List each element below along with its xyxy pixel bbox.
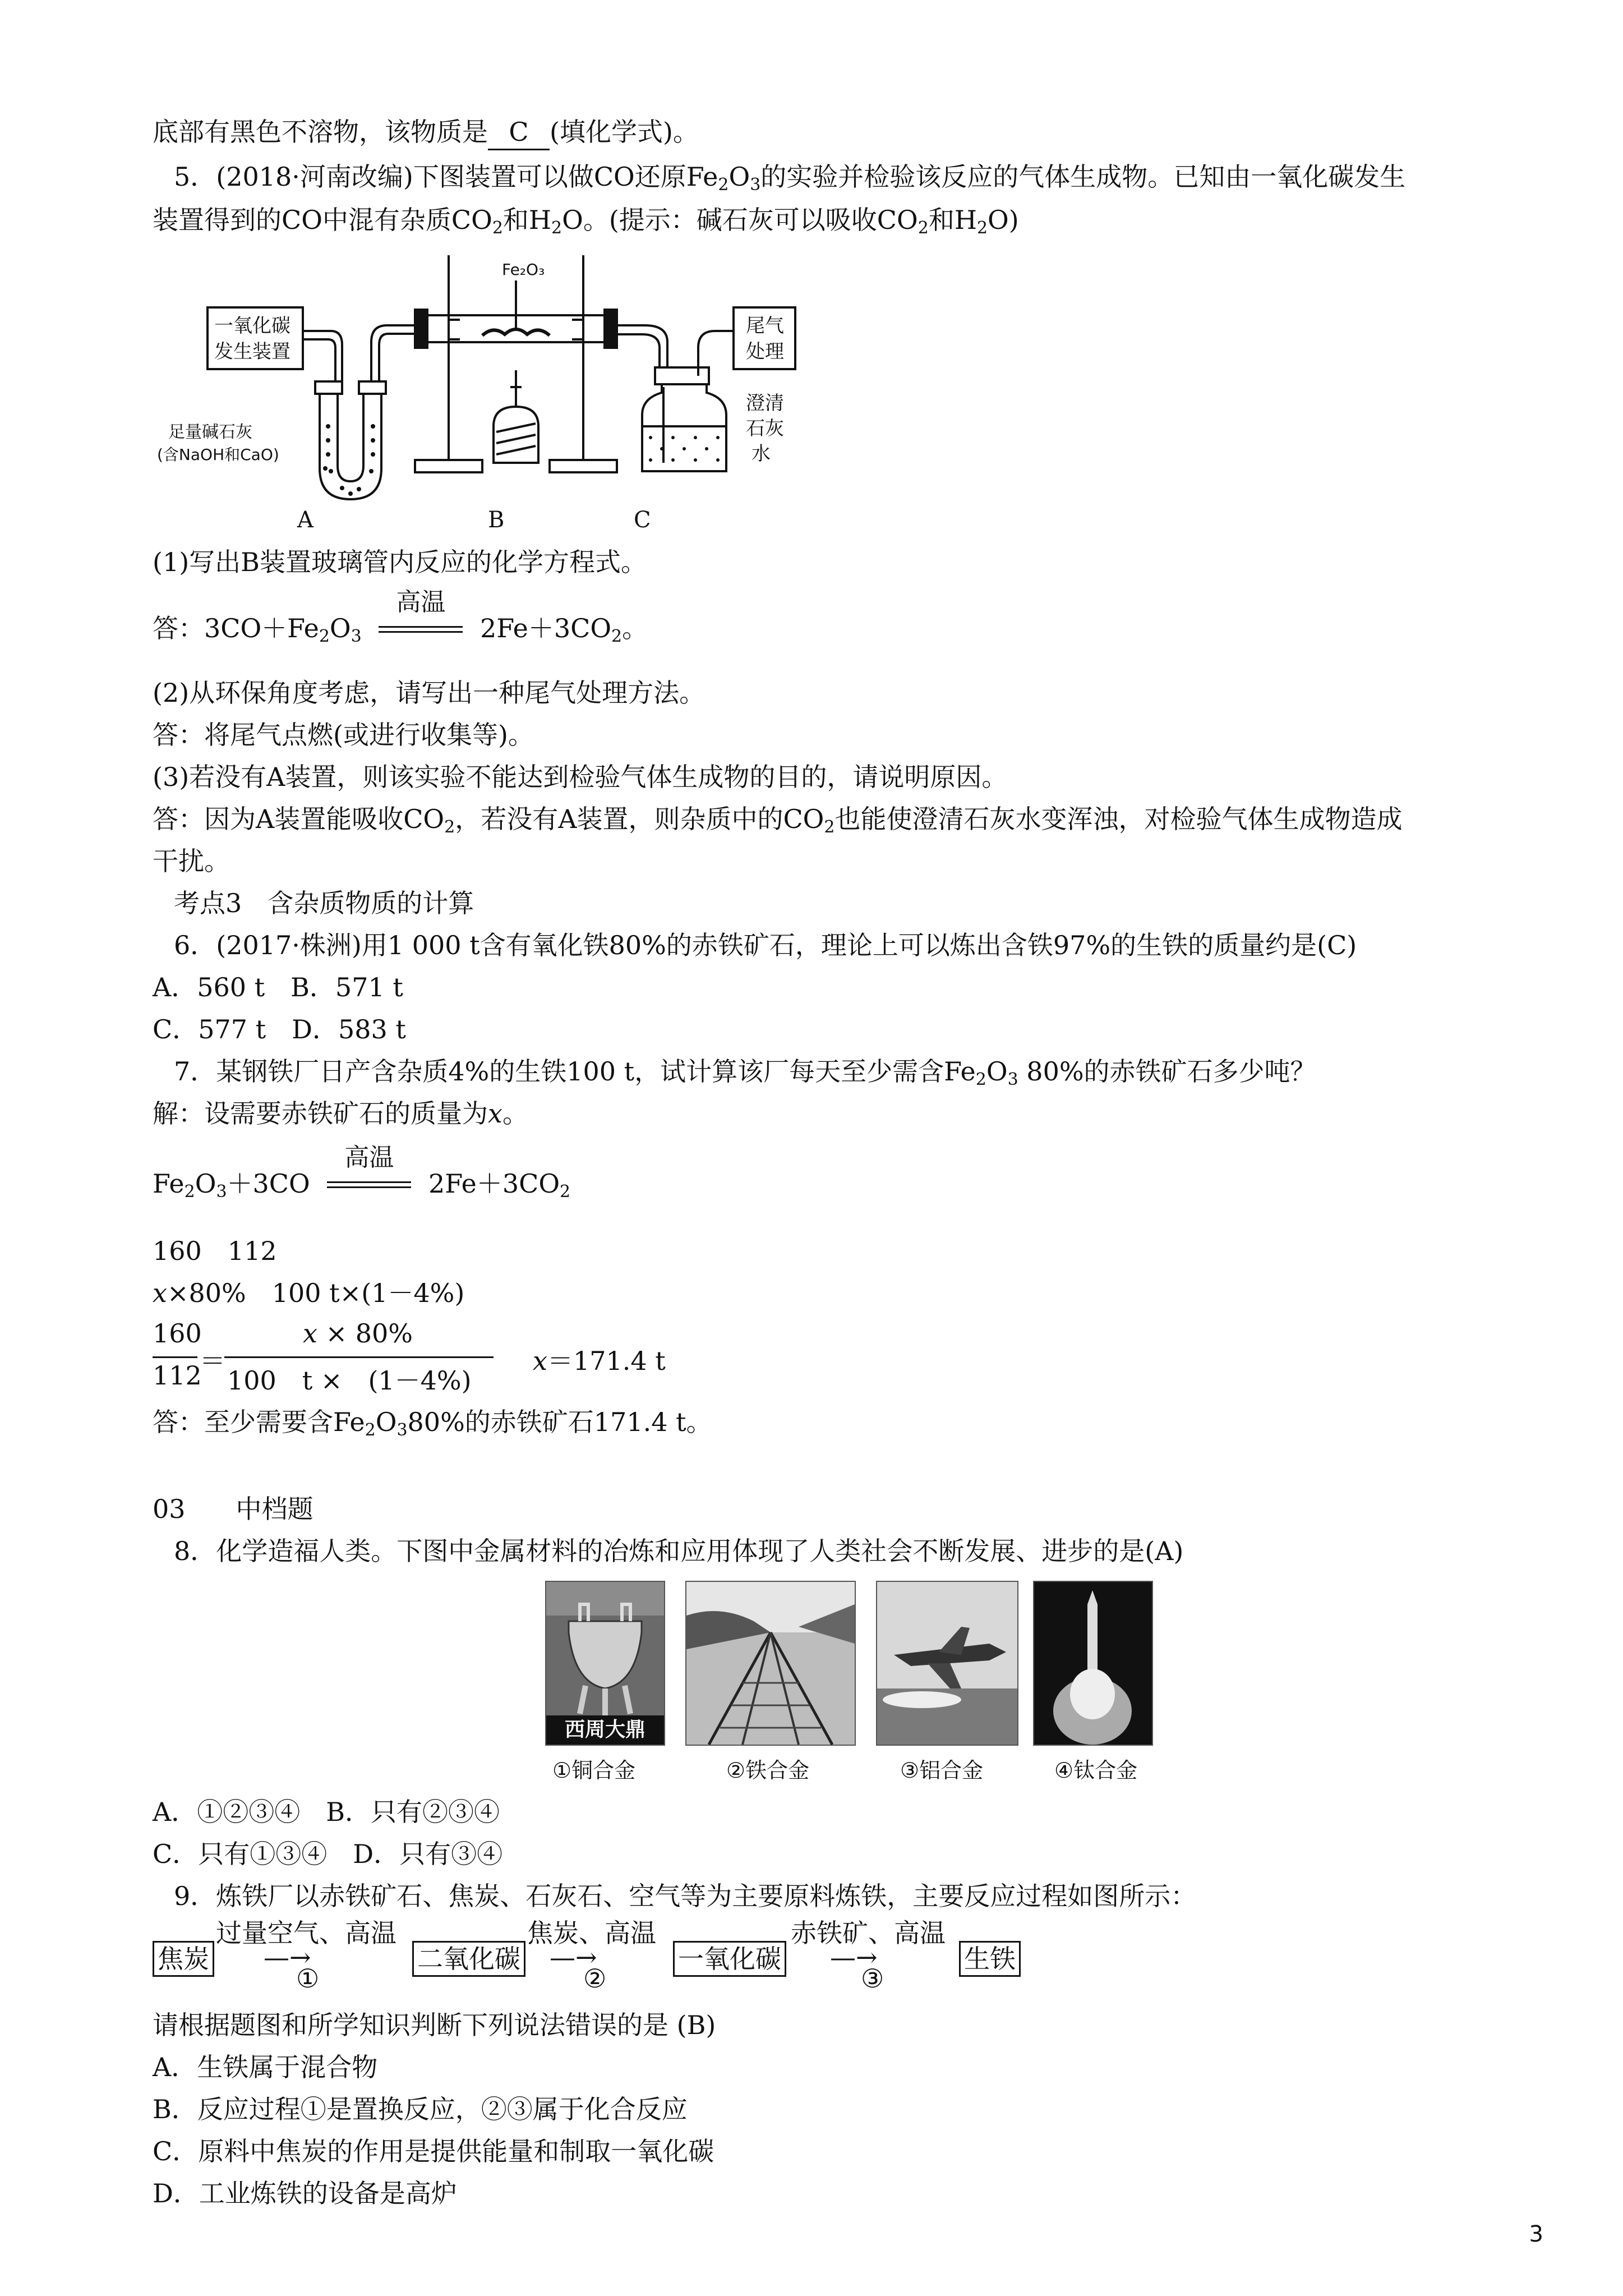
q5-sub3-question: (3)若没有A装置，则该实验不能达到检验气体生成物的目的，请说明原因。 xyxy=(153,762,1008,792)
q7-stem: 7．某钢铁厂日产含杂质4%的生铁100 t，试计算该厂每天至少需含$Fe_2O_3$ 80%的赤铁矿石多少吨？ xyxy=(174,1056,1316,1089)
q9-option-d: D．工业炼铁的设备是高炉 xyxy=(153,2178,457,2208)
limewater-bottle xyxy=(642,384,726,471)
q6-stem: 6．(2017·株洲)用1 000 t含有氧化铁80%的赤铁矿石，理论上可以炼出含铁97%的生铁的质量约是(C) xyxy=(174,930,1357,960)
label-c: C xyxy=(634,507,651,533)
frac-left-denominator: 112 xyxy=(153,1360,202,1391)
q7-solve-line: 解：设需要赤铁矿石的质量为x。 xyxy=(153,1098,528,1129)
equation-condition: 高温 xyxy=(379,611,463,645)
q9-option-a: A．生铁属于混合物 xyxy=(153,2052,378,2082)
q5-sub1-question: (1)写出B装置玻璃管内反应的化学方程式。 xyxy=(153,547,647,577)
q5-sub3-answer-line2: 干扰。 xyxy=(153,846,230,876)
frac-right-numerator: x × 80% xyxy=(303,1318,413,1349)
q7-quantities: x×80% 100 t×(1－4%) xyxy=(153,1278,465,1308)
q5-stem-line2: 装置得到的CO中混有杂质$CO_2$和$H_2O$。(提示：碱石灰可以吸收$CO_2$和$H_2O$) xyxy=(153,205,1019,238)
flow-box-co: 一氧化碳 xyxy=(673,1941,786,1977)
equation-condition: 高温 xyxy=(327,1167,411,1200)
flow-condition-1: 过量空气、高温 xyxy=(216,1918,396,1948)
q7-result: x＝171.4 t xyxy=(533,1346,666,1376)
q5-sub2-answer: 答：将尾气点燃(或进行收集等)。 xyxy=(153,720,534,750)
frac-left-bar xyxy=(153,1356,197,1358)
fe2o3-label: Fe₂O₃ xyxy=(502,260,545,279)
frac-right-bar xyxy=(224,1356,494,1358)
caption-iron-alloy: ②铁合金 xyxy=(726,1758,810,1783)
section-03-heading: 03 中档题 xyxy=(153,1494,313,1524)
q9-stem: 9．炼铁厂以赤铁矿石、焦炭、石灰石、空气等为主要原料炼铁，主要反应过程如图所示： xyxy=(174,1881,1197,1911)
q7-equation: $Fe_2O_3+3CO$ 高温 $2Fe+3CO_2$ xyxy=(153,1143,571,1202)
label-a: A xyxy=(297,507,313,533)
caption-aluminum-alloy: ③铝合金 xyxy=(900,1758,984,1783)
limewater-label-1: 澄清 xyxy=(746,392,784,415)
photo-railway xyxy=(685,1581,856,1746)
q9-option-b: B．反应过程①是置换反应，②③属于化合反应 xyxy=(153,2094,688,2124)
page-number: 3 xyxy=(1529,2221,1543,2247)
box-right-label-1: 尾气 xyxy=(746,315,784,337)
flow-arrow-2: —→ xyxy=(550,1942,597,1972)
caption-copper-alloy: ①铜合金 xyxy=(552,1758,636,1783)
flow-condition-3: 赤铁矿、高温 xyxy=(791,1918,946,1948)
q6-options-ab: A．560 t B．571 t xyxy=(153,972,403,1002)
caption-titanium-alloy: ④钛合金 xyxy=(1054,1758,1138,1783)
q8-options-ab: A．①②③④ B．只有②③④ xyxy=(153,1797,500,1827)
flow-box-pig-iron: 生铁 xyxy=(959,1941,1021,1977)
flow-arrow-3: —→ xyxy=(830,1942,878,1972)
flow-condition-2: 焦炭、高温 xyxy=(527,1918,656,1948)
limewater-label-2: 石灰 xyxy=(746,417,784,440)
photo-banner-text: 西周大鼎 xyxy=(564,1718,646,1741)
q8-options-cd: C．只有①③④ D．只有③④ xyxy=(153,1839,503,1869)
q7-ratio: 160 112 xyxy=(153,1236,277,1266)
answer-blank: C xyxy=(488,115,550,150)
flow-step-3: ③ xyxy=(861,1963,884,1994)
flow-arrow-1: —→ xyxy=(264,1942,311,1972)
photo-rocket-launch xyxy=(1033,1581,1153,1746)
photo-bronze-ding xyxy=(545,1581,665,1746)
q5-sub3-answer-line1: 答：因为A装置能吸收$CO_2$，若没有A装置，则杂质中的$CO_2$也能使澄清石灰水变浑浊，对检验气体生成物造成 xyxy=(153,804,1403,837)
apparatus-figure xyxy=(157,247,841,539)
alkali-label-1: 足量碱石灰 xyxy=(168,422,252,442)
continued-answer-line: 底部有黑色不溶物，该物质是 C (填化学式)。 xyxy=(153,115,699,150)
q5-sub1-answer: 答：$3CO+Fe_2O_3$ 高温 $2Fe+3CO_2$。 xyxy=(153,588,648,646)
frac-right-denominator: 100 t × (1－4%) xyxy=(227,1365,472,1396)
label-b: B xyxy=(488,507,505,533)
alkali-label-2: (含NaOH和CaO) xyxy=(157,445,279,464)
q7-answer: 答：至少需要含$Fe_2O_380\%$的赤铁矿石171.4 t。 xyxy=(153,1407,712,1440)
q6-options-cd: C．577 t D．583 t xyxy=(153,1014,406,1045)
q9-ask: 请根据题图和所学知识判断下列说法错误的是 (B) xyxy=(153,2010,716,2040)
frac-left-numerator: 160 xyxy=(153,1318,202,1349)
photo-jet-aircraft xyxy=(876,1581,1018,1746)
flow-box-co2: 二氧化碳 xyxy=(412,1941,525,1977)
box-right-label-2: 处理 xyxy=(746,341,784,363)
flow-box-coke: 焦炭 xyxy=(153,1941,214,1977)
section-heading-kaodian3: 考点3 含杂质物质的计算 xyxy=(174,888,474,918)
limewater-label-3: 水 xyxy=(751,443,771,465)
q8-stem: 8．化学造福人类。下图中金属材料的冶炼和应用体现了人类社会不断发展、进步的是(A) xyxy=(174,1536,1184,1566)
q5-sub2-question: (2)从环保角度考虑，请写出一种尾气处理方法。 xyxy=(153,678,706,708)
equals-sign: ＝ xyxy=(200,1346,225,1376)
box-left-label-1: 一氧化碳 xyxy=(214,315,291,337)
box-left-label-2: 发生装置 xyxy=(214,341,291,363)
flow-step-1: ① xyxy=(296,1963,320,1994)
q9-option-c: C．原料中焦炭的作用是提供能量和制取一氧化碳 xyxy=(153,2136,714,2166)
q5-stem-line1: 5．(2018·河南改编)下图装置可以做CO还原$Fe_2O_3$的实验并检验该反应的气体生成物。已知由一氧化碳发生 xyxy=(174,162,1406,195)
flow-step-2: ② xyxy=(583,1963,607,1994)
